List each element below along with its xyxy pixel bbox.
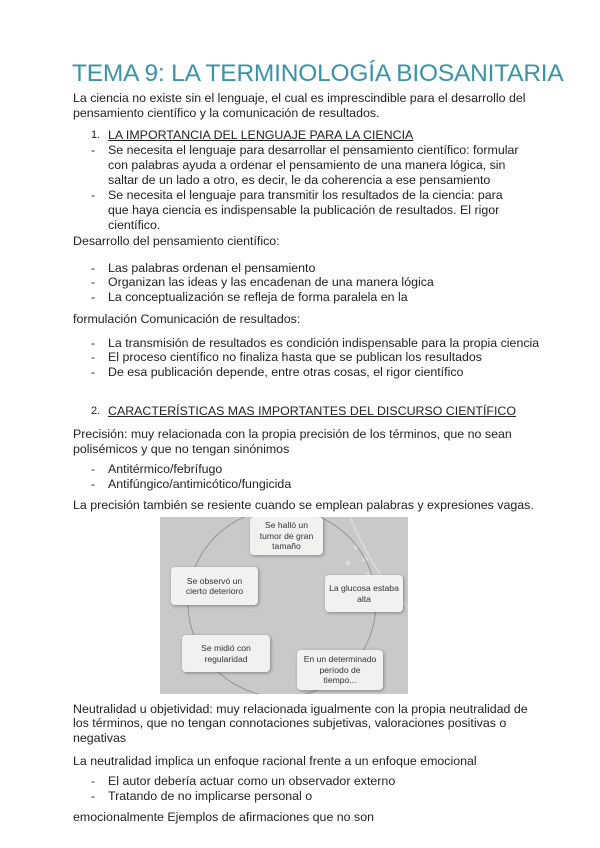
bullet-dash: - xyxy=(91,143,96,157)
bullet-text: Organizan las ideas y las encadenan de una manera lógica xyxy=(108,275,434,289)
bullet-dash: - xyxy=(91,290,96,304)
paragraph-line: Precisión: muy relacionada con la propia precisión de los términos, que no sean xyxy=(73,427,512,441)
bullet-dash: - xyxy=(91,261,96,275)
bullet-text: Se necesita el lenguaje para transmitir los resultados de la ciencia: para xyxy=(108,188,503,202)
intro-line: pensamiento científico y la comunicación de resultados. xyxy=(73,106,380,120)
section-number: 1. xyxy=(91,129,101,141)
figure-box: Se halló un tumor de gran tamaño xyxy=(250,517,323,555)
bullet-text: que haya ciencia es indispensable la publicación de resultados. El rigor xyxy=(108,203,500,217)
section-heading: CARACTERÍSTICAS MAS IMPORTANTES DEL DISCURSO CIENTÍFICO xyxy=(108,404,517,418)
paragraph-label: Desarrollo del pensamiento científico: xyxy=(73,234,280,248)
bullet-dash: - xyxy=(91,462,96,476)
paragraph-label: formulación Comunicación de resultados: xyxy=(73,312,301,326)
bullet-dash: - xyxy=(91,336,96,350)
bullet-dash: - xyxy=(91,350,96,364)
bullet-text: El autor debería actuar como un observador externo xyxy=(108,774,396,788)
paragraph-line: Neutralidad u objetividad: muy relacionada igualmente con la propia neutralidad de xyxy=(73,702,528,716)
paragraph-line: los términos, que no tengan connotaciones subjetivas, valoraciones positivas o xyxy=(73,716,507,730)
paragraph-line: polisémicos y que no tengan sinónimos xyxy=(73,442,290,456)
bullet-dash: - xyxy=(91,477,96,491)
figure-box: La glucosa estaba alta xyxy=(325,575,403,612)
bullet-text: con palabras ayuda a ordenar el pensamiento de una manera lógica, sin xyxy=(108,158,506,172)
bullet-text: saltar de un lado a otro, es decir, le da coherencia a ese pensamiento xyxy=(108,173,491,187)
figure-box: En un determinado período de tiempo... xyxy=(297,650,383,690)
bullet-text: Las palabras ordenan el pensamiento xyxy=(108,261,316,275)
bullet-dash: - xyxy=(91,789,96,803)
paragraph-line: La precisión también se resiente cuando se emplean palabras y expresiones vagas. xyxy=(73,498,534,512)
vague-expressions-figure xyxy=(160,517,408,694)
bullet-dash: - xyxy=(91,188,96,202)
bullet-text: La transmisión de resultados es condición indispensable para la propia ciencia xyxy=(108,336,540,350)
bullet-text: Antitérmico/febrífugo xyxy=(108,462,223,476)
figure-box: Se midió con regularidad xyxy=(182,635,270,672)
bullet-text: científico. xyxy=(108,218,161,232)
bullet-dash: - xyxy=(91,365,96,379)
bullet-text: El proceso científico no finaliza hasta que se publican los resultados xyxy=(108,350,483,364)
intro-line: La ciencia no existe sin el lenguaje, el cual es imprescindible para el desarrollo del xyxy=(73,91,526,105)
page-title: TEMA 9: LA TERMINOLOGÍA BIOSANITARIA xyxy=(72,60,564,87)
bullet-text: Tratando de no implicarse personal o xyxy=(108,789,313,803)
bullet-dash: - xyxy=(91,774,96,788)
section-heading: LA IMPORTANCIA DEL LENGUAJE PARA LA CIENCIA xyxy=(108,128,414,142)
bullet-text: De esa publicación depende, entre otras cosas, el rigor científico xyxy=(108,365,464,379)
paragraph-line: emocionalmente Ejemplos de afirmaciones que no son xyxy=(73,810,374,824)
bullet-dash: - xyxy=(91,275,96,289)
paragraph-line: La neutralidad implica un enfoque racional frente a un enfoque emocional xyxy=(73,754,477,768)
section-number: 2. xyxy=(91,405,101,417)
figure-box: Se observó un cierto deterioro xyxy=(171,567,258,605)
bullet-text: Antifúngico/antimicótico/fungicida xyxy=(108,477,292,491)
bullet-text: La conceptualización se refleja de forma paralela en la xyxy=(108,290,408,304)
paragraph-line: negativas xyxy=(73,731,127,745)
bullet-text: Se necesita el lenguaje para desarrollar el pensamiento científico: formular xyxy=(108,143,519,157)
